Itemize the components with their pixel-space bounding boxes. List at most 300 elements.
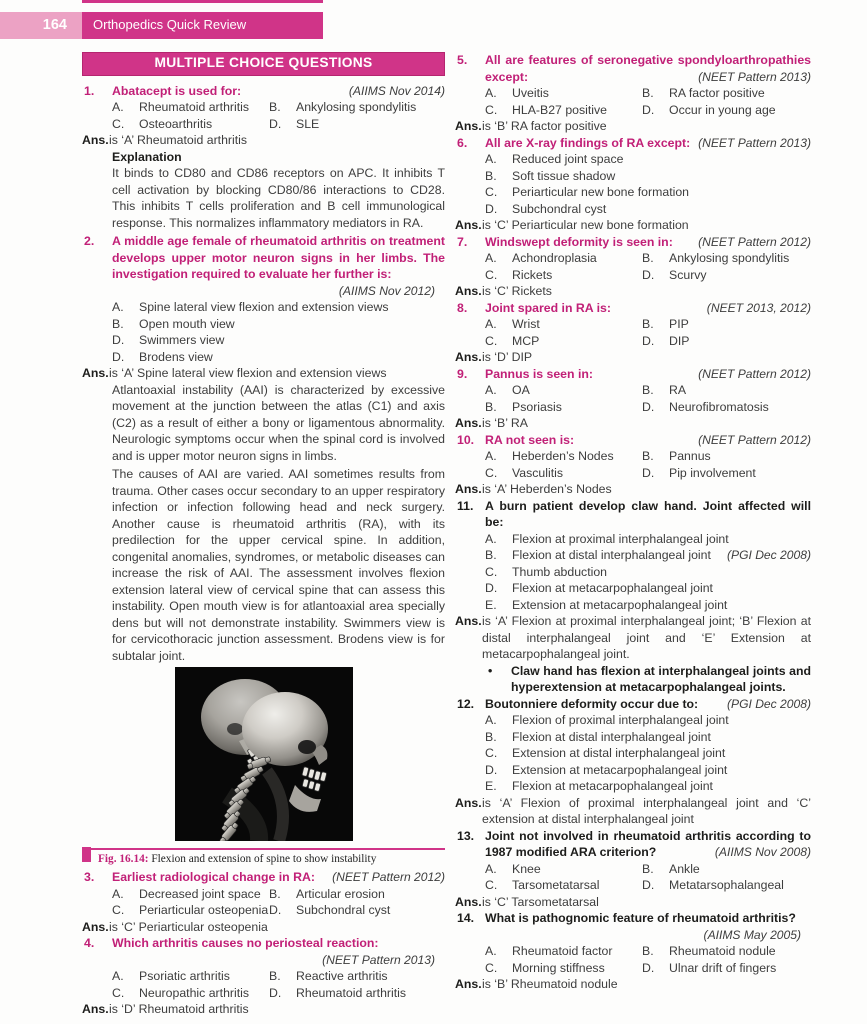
answer-text: is ‘C’ Periarticular new bone formation [482,218,689,232]
option-label: D. [269,116,282,131]
option-label: B. [642,383,654,397]
option-label: B. [269,969,281,983]
option-label: D. [642,399,655,414]
question-heading [485,432,811,449]
option-label: A. [112,100,124,114]
question-heading [112,935,445,952]
options-group [112,886,445,919]
option-label: D. [642,960,655,975]
option-text: Rheumatoid arthritis [296,985,407,1000]
exam-tag: (NEET Pattern 2012) [332,870,445,884]
options-group [485,316,811,349]
question-title: A middle age female of rheumatoid arthritis on treatment develops upper motor neuron signs in her limbs. The investigation required to evaluate her further is: [112,234,445,281]
question-number: 7. [457,234,468,249]
option-text: Wrist [512,317,540,331]
answer-label: Ans. [82,133,109,147]
option [485,531,811,548]
answer-label: Ans. [82,1002,109,1016]
question-block [82,935,445,1018]
answer-label: Ans. [455,350,482,364]
option [642,399,811,416]
question-heading [485,52,811,85]
exam-tag: (PGI Dec 2008) [726,696,811,711]
answer-line [455,894,811,911]
option [112,968,269,985]
question-number: 9. [457,366,468,381]
option [485,151,811,168]
option-text: Periarticular osteopenia [139,903,269,917]
option [485,960,642,977]
answer-text: is ‘B’ RA factor positive [482,119,607,133]
page-top-ink-sliver [82,0,323,3]
option-label: B. [642,861,654,876]
option [642,960,811,977]
question-heading [112,233,445,283]
answer-line [82,1001,445,1018]
exam-tag: (AIIMS Nov 2012) [338,283,435,298]
figure-label: Fig. 16.14: [98,853,149,865]
option [642,877,811,894]
question-block [455,432,811,498]
question-number: 13. [457,828,475,843]
option-label: B. [485,548,497,562]
option [485,102,642,119]
option-label: D. [642,465,655,480]
option-label: D. [269,903,282,917]
option [485,745,811,762]
options-group [112,968,445,1001]
answer-text: is ‘C’ Tarsometatarsal [482,894,599,909]
bullet-text: Claw hand has flexion at interphalangeal joints and hyperextension at metacarpophalangeal joints. [511,663,811,694]
option-text: Thumb abduction [512,564,608,579]
section-title: MULTIPLE CHOICE QUESTIONS [82,52,445,76]
answer-line [455,118,811,135]
option-label: A. [485,251,497,265]
exam-tag: (AIIMS Nov 2014) [348,83,445,98]
options-group [485,85,811,118]
option [485,943,642,960]
option [269,902,445,919]
question-heading [485,135,811,152]
option-label: C. [485,960,498,975]
option-label: D. [112,349,125,364]
option-text: Osteoarthritis [139,116,213,131]
options-group [485,448,811,481]
answer-label: Ans. [82,366,109,380]
option-text: MCP [512,333,540,348]
option [485,267,642,284]
options-group [112,299,445,365]
answer-line [455,976,811,993]
option-label: C. [485,102,498,117]
question-block [455,696,811,828]
explanation [112,149,445,232]
option-label: B. [642,449,654,463]
question-block [455,234,811,300]
option-text: Periarticular new bone formation [512,185,690,199]
option-text: Flexion at distal interphalangeal joint [512,729,711,744]
question-title: Joint not involved in rheumatoid arthritis according to 1987 modified ARA criterion? [485,828,811,859]
option-label: B. [642,251,654,265]
option-label: A. [485,944,497,958]
explanation-paragraph: It binds to CD80 and CD86 receptors on APC. It inhibits T cell activation by blocking CD80/86 interactions to CD28. This inhibits T cells proliferation and B cell immunological response. This normalizes inflammatory mediators in RA. [112,166,445,230]
option [485,762,811,779]
exam-tag: (NEET Pattern 2013) [698,69,811,84]
option-label: B. [642,317,654,331]
left-column [82,52,445,1018]
option-label: B. [485,399,497,414]
option [485,778,811,795]
option-text: Swimmers view [139,333,225,347]
option [485,547,811,564]
option-label: D. [485,201,498,216]
option-text: Articular erosion [296,886,385,901]
option-text: Extension at distal interphalangeal joint [512,746,726,760]
figure-16-14 [82,667,445,868]
option [112,886,269,903]
option [485,399,642,416]
question-block [455,498,811,696]
question-number: 14. [457,911,475,925]
option-label: C. [485,878,498,892]
question-heading [485,696,811,713]
option [485,564,811,581]
question-block [455,910,811,993]
option-text: Subchondral cyst [512,201,607,216]
option-text: Pannus [669,449,711,463]
option [112,985,269,1002]
option [642,448,811,465]
figure-caption-text: Flexion and extension of spine to show instability [151,853,377,865]
option [112,332,445,349]
option-label: B. [642,944,654,958]
option [485,712,811,729]
explanation-paragraph: Atlantoaxial instability (AAI) is characterized by excessive movement at the junction between the atlas (C1) and axis (C2) as a result of either a bony or ligamentous abnormality. Neurologic symptoms occur when the spinal cord is involved and is upper motor neuron signs in limbs. [112,382,445,463]
question-title: What is pathognomic feature of rheumatoid arthritis? [485,911,796,925]
options-group [485,861,811,894]
option [485,729,811,746]
option-text: Vasculitis [512,465,564,480]
option [642,465,811,482]
option-text: Psoriasis [512,399,562,414]
option-text: Metatarsophalangeal [669,878,784,892]
option-text: Neurofibromatosis [669,399,769,414]
answer-line [455,217,811,234]
question-title: Pannus is seen in: [485,366,593,381]
question-title: Earliest radiological change in RA: [112,870,315,884]
question-title: Abatacept is used for: [112,83,242,98]
question-number: 1. [84,83,95,98]
option-text: Morning stiffness [512,960,605,975]
answer-label: Ans. [82,919,109,934]
option-text: Ankle [669,861,700,876]
option-text: Rickets [512,267,553,282]
option-label: D. [642,102,655,117]
figure-image-flexion-extension-skulls [175,667,353,841]
option-label: A. [112,886,124,901]
left-questions-top [82,83,445,665]
option-text: RA [669,383,687,397]
option [269,116,445,133]
question-title: RA not seen is: [485,432,575,447]
question-number: 12. [457,696,475,711]
option-text: HLA-B27 positive [512,102,608,117]
question-heading [485,828,811,861]
option-text: Uveitis [512,86,549,100]
option [112,316,445,333]
exam-tag: (AIIMS May 2005) [703,927,801,942]
option [112,116,269,133]
option-text: SLE [296,116,320,131]
option-label: A. [485,531,497,546]
option-text: PIP [669,317,689,331]
option-text: Ulnar drift of fingers [669,960,777,975]
answer-text: is ‘D’ Rheumatoid arthritis [109,1002,249,1016]
option-label: C. [485,185,498,199]
option [642,333,811,350]
option [112,349,445,366]
option-text: Knee [512,861,541,876]
option-text: Pip involvement [669,465,756,480]
option-text: Subchondral cyst [296,903,391,917]
option-label: B. [485,729,497,744]
page-content [82,52,811,1018]
option-text: Rheumatoid arthritis [139,100,250,114]
question-number: 4. [84,936,95,950]
option-label: C. [485,746,498,760]
question-title: All are X-ray findings of RA except: [485,135,691,150]
question-heading [485,366,811,383]
answer-text: is ‘C’ Rickets [482,284,552,298]
answer-label: Ans. [455,482,482,496]
option-text: Ankylosing spondylitis [669,251,790,265]
explanation-label: Explanation [112,149,182,164]
option-label: C. [485,564,498,579]
question-block [82,869,445,935]
option-label: A. [112,300,124,314]
option-text: Flexion of proximal interphalangeal joint [512,713,729,727]
options-group [485,943,811,976]
answer-label: Ans. [455,977,482,991]
option-label: B. [269,100,281,114]
option [485,465,642,482]
option-label: A. [485,449,497,463]
question-heading [485,300,811,317]
answer-line [455,481,811,498]
option [642,943,811,960]
question-heading [485,498,811,531]
option [112,299,445,316]
question-number: 8. [457,300,468,315]
explanation [112,382,445,665]
right-column [455,52,811,1018]
explanation-paragraph: The causes of AAI are varied. AAI sometimes results from trauma. Other cases occur secondary to an upper respiratory infection or infection following head and neck surgery. Another cause is rheumatoid arthritis (RA), with its predilection for the upper cervical spine. In addition, congenital anomalies, syndromes, or metabolic diseases can increase the risk of AAI. The assessment involves flexion extension lateral view of cervical spine that can assess this instability. Open mouth view is for atlantoaxial area specially dens but will not demonstrate instability. Swimmers view is for cervicothoracic junction assessment. Brodens view is for subtalar joint. [112,467,445,663]
answer-line [455,283,811,300]
option-text: Tarsometatarsal [512,878,600,892]
answer-text: is ‘A’ Flexion at proximal interphalangeal joint; ‘B’ Flexion at distal interphalangeal joint and ‘E’ Extension at metacarpophalangeal joint. [482,614,811,661]
book-title: Orthopedics Quick Review [82,12,323,39]
exam-tag: (NEET Pattern 2012) [698,432,811,447]
question-title: Boutonniere deformity occur due to: [485,696,699,711]
option [642,250,811,267]
option [485,580,811,597]
option-text: Decreased joint space [139,886,261,901]
option-label: D. [642,333,655,348]
answer-label: Ans. [455,614,482,628]
option-text: Neuropathic arthritis [139,985,250,1000]
question-block [455,366,811,432]
answer-label: Ans. [455,284,482,298]
option-label: C. [485,465,498,480]
option [642,316,811,333]
question-number: 2. [84,234,95,248]
question-title: A burn patient develop claw hand. Joint affected will be: [485,498,811,529]
option [642,861,811,878]
option-label: D. [112,333,125,347]
answer-text: is ‘B’ Rheumatoid nodule [482,977,618,991]
question-number: 6. [457,135,468,150]
question-number: 3. [84,870,95,884]
option-label: D. [642,878,655,892]
option-label: E. [485,597,497,612]
option-text: DIP [669,333,690,348]
left-questions-bottom [82,869,445,1018]
question-title: Joint spared in RA is: [485,300,611,315]
option-text: Spine lateral view flexion and extension views [139,300,389,314]
option-label: B. [485,168,497,183]
option-text: Extension at metacarpophalangeal joint [512,762,728,777]
exam-tag: (PGI Dec 2008) [726,548,811,562]
question-heading [112,83,445,100]
question-number: 5. [457,53,468,67]
exam-tag: (NEET Pattern 2012) [698,366,811,381]
option-text: Heberden’s Nodes [512,449,614,463]
question-title: Windswept deformity is seen in: [485,234,673,249]
option [485,201,811,218]
option [485,861,642,878]
question-block [455,135,811,234]
option-label: B. [112,316,124,331]
option-label: A. [485,713,497,727]
option-label: B. [269,886,281,901]
question-heading [485,910,811,927]
option-text: Flexion at metacarpophalangeal joint [512,779,713,793]
option [112,99,269,116]
answer-line [455,415,811,432]
option-text: Soft tissue shadow [512,168,616,183]
bullet-icon: • [488,663,493,678]
answer-line [82,365,445,382]
option [485,168,811,185]
answer-text: is ‘A’ Heberden’s Nodes [482,482,612,496]
option [642,85,811,102]
bullet-point [485,663,811,696]
options-group [485,531,811,614]
option [485,877,642,894]
answer-line [455,795,811,828]
option-label: C. [112,116,125,131]
option-text: Flexion at distal interphalangeal joint [512,548,711,562]
answer-text: is ‘A’ Spine lateral view flexion and extension views [109,366,387,380]
option-text: Flexion at metacarpophalangeal joint [512,581,713,595]
answer-label: Ans. [455,894,482,909]
answer-text: is ‘D’ DIP [482,350,533,364]
option-label: C. [112,903,125,917]
option-text: Rheumatoid factor [512,944,613,958]
answer-text: is ‘A’ Rheumatoid arthritis [109,133,248,147]
options-group [112,99,445,132]
option-text: Psoriatic arthritis [139,969,230,983]
option-text: OA [512,383,530,397]
answer-text: is ‘B’ RA [482,416,529,430]
option-label: D. [485,762,498,777]
option-label: C. [485,267,498,282]
option [485,333,642,350]
answer-line [455,349,811,366]
option-text: Scurvy [669,267,707,282]
option [485,448,642,465]
answer-label: Ans. [455,416,482,430]
answer-line [82,132,445,149]
option-label: A. [485,152,497,166]
option-label: B. [642,86,654,100]
option-text: Achondroplasia [512,251,597,265]
option [269,886,445,903]
options-group [485,712,811,795]
option-label: D. [269,985,282,1000]
question-block [82,233,445,664]
option-text: Occur in young age [669,102,776,117]
option-label: A. [485,317,497,331]
question-heading [485,234,811,251]
exam-tag: (NEET Pattern 2013) [322,952,435,967]
option-text: Brodens view [139,349,213,364]
answer-label: Ans. [455,795,482,810]
figure-caption [82,848,445,868]
page-number: 164 [0,12,82,39]
option-label: A. [485,861,497,876]
options-group [485,250,811,283]
option [485,597,811,614]
option-text: Rheumatoid nodule [669,944,776,958]
question-number: 10. [457,432,475,447]
option [485,184,811,201]
option [485,382,642,399]
option-label: D. [642,267,655,282]
question-block [455,52,811,135]
answer-label: Ans. [455,218,482,232]
question-block [82,83,445,232]
answer-text: is ‘C’ Periarticular osteopenia [109,919,268,934]
option-label: E. [485,779,497,793]
option [485,316,642,333]
question-block [455,300,811,366]
option [642,267,811,284]
question-title: Which arthritis causes no periosteal reaction: [112,936,379,950]
option-label: C. [112,985,125,1000]
exam-tag: (NEET Pattern 2012) [698,234,811,249]
option-label: C. [485,333,498,348]
option-label: D. [485,581,498,595]
option-text: RA factor positive [669,86,765,100]
figure-marker-square-icon [82,847,91,862]
answer-line [455,613,811,663]
answer-line [82,919,445,936]
option [485,85,642,102]
option [112,902,269,919]
exam-tag: (AIIMS Nov 2008) [714,845,811,859]
exam-tag: (NEET 2013, 2012) [706,300,811,315]
